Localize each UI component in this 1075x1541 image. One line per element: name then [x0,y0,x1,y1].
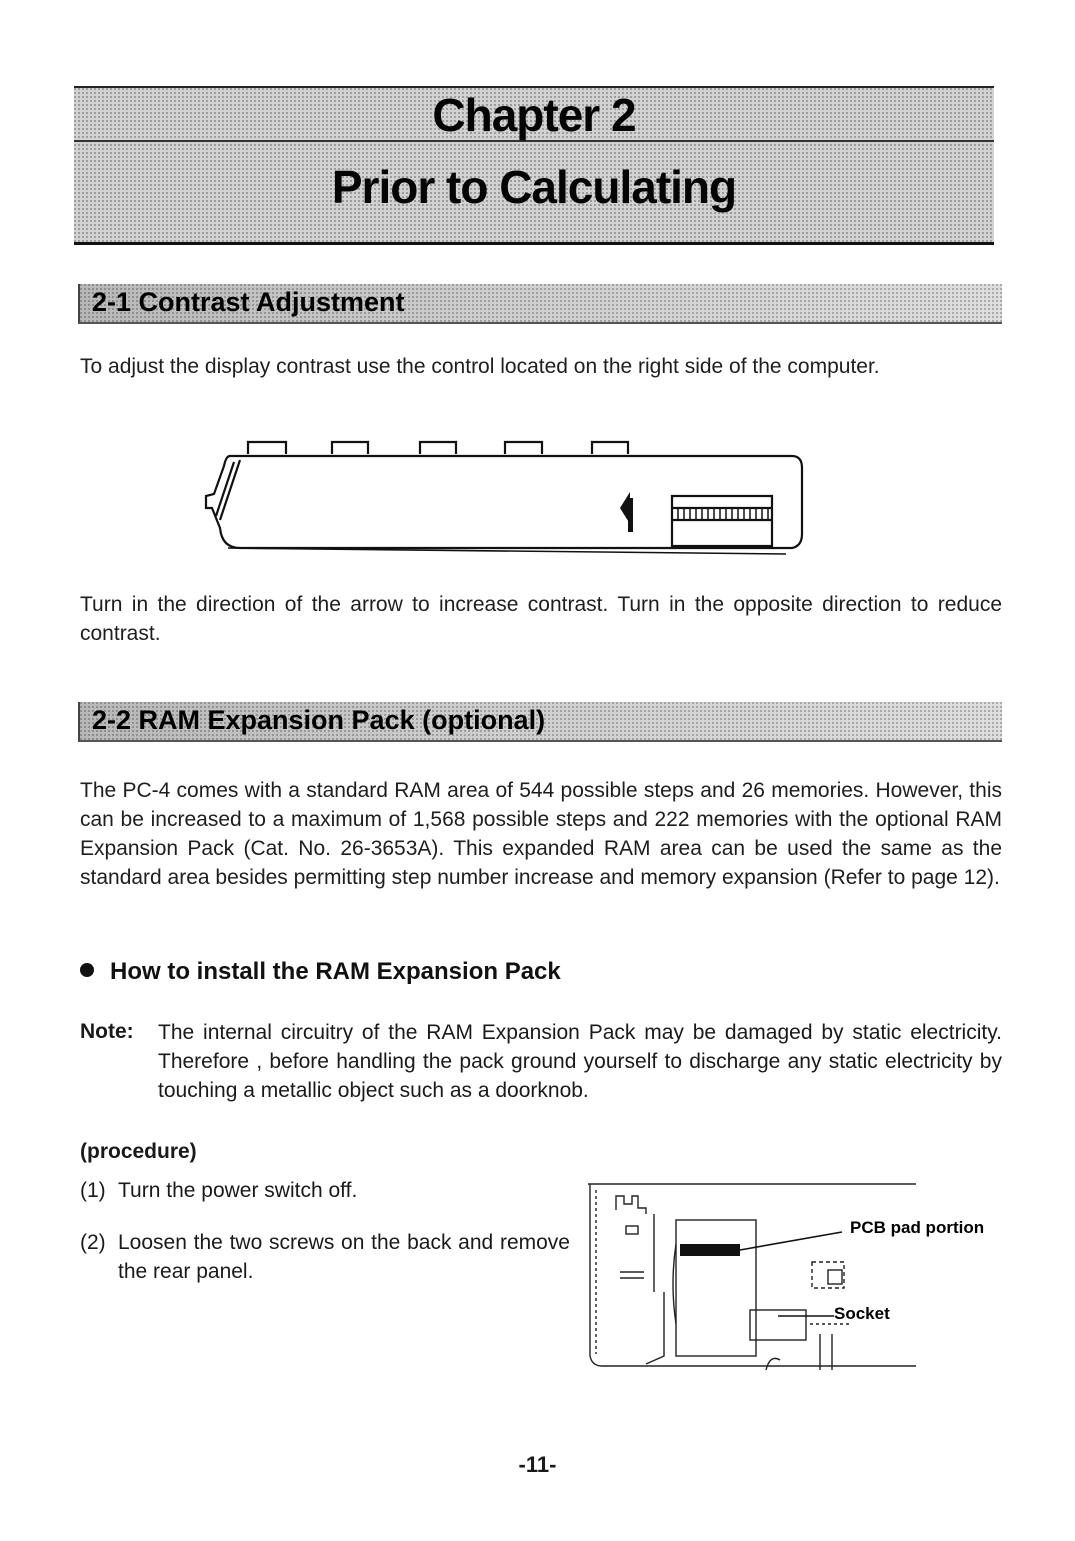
section-heading-contrast [78,284,1002,324]
section-heading-text: 2-1 Contrast Adjustment [92,287,405,317]
socket-callout: Socket [834,1304,890,1323]
step-number: (1) [80,1179,106,1202]
step-number: (2) [80,1231,106,1254]
ram-body-text: The PC-4 comes with a standard RAM area of 544 possible steps and 26 memories. However, this can be increased to a maximum of 1,568 possible steps and 222 memories with the optional RAM Expansion Pack (Cat. No. 26-3653A). This expanded RAM area can be used the same as the standard area besides permitting step number increase and memory expansion (Refer to page 12). [80,779,1002,889]
rear-panel-diagram [580,1174,920,1374]
step-text: Turn the power switch off. [118,1179,358,1202]
step-text: Loosen the two screws on the back and remove the rear panel. [118,1231,570,1283]
section-heading-ram [78,702,1002,742]
chapter-title: Prior to Calculating [331,161,737,213]
install-heading [80,958,561,986]
contrast-intro-text: To adjust the display contrast use the control located on the right side of the computer. [80,355,880,378]
procedure-step [80,1176,570,1205]
note-text: The internal circuitry of the RAM Expansion Pack may be damaged by static electricity. Therefore , before handling the pack ground yourself to discharge any static electricity by touching a metallic object such as a doorknob. [158,1021,1002,1102]
bullet-icon [80,963,94,977]
install-heading-text: How to install the RAM Expansion Pack [110,958,561,985]
pcb-pad-callout: PCB pad portion [850,1218,985,1237]
note-label: Note: [80,1020,134,1043]
chapter-number: Chapter 2 [432,89,636,141]
procedure-step [80,1228,570,1286]
page-number: -11- [518,1452,557,1477]
procedure-label: (procedure) [80,1140,197,1163]
section-heading-text: 2-2 RAM Expansion Pack (optional) [92,705,546,735]
contrast-followup-text: Turn in the direction of the arrow to increase contrast. Turn in the opposite direction to reduce contrast. [80,593,1002,645]
calculator-side-view-diagram [200,436,820,566]
